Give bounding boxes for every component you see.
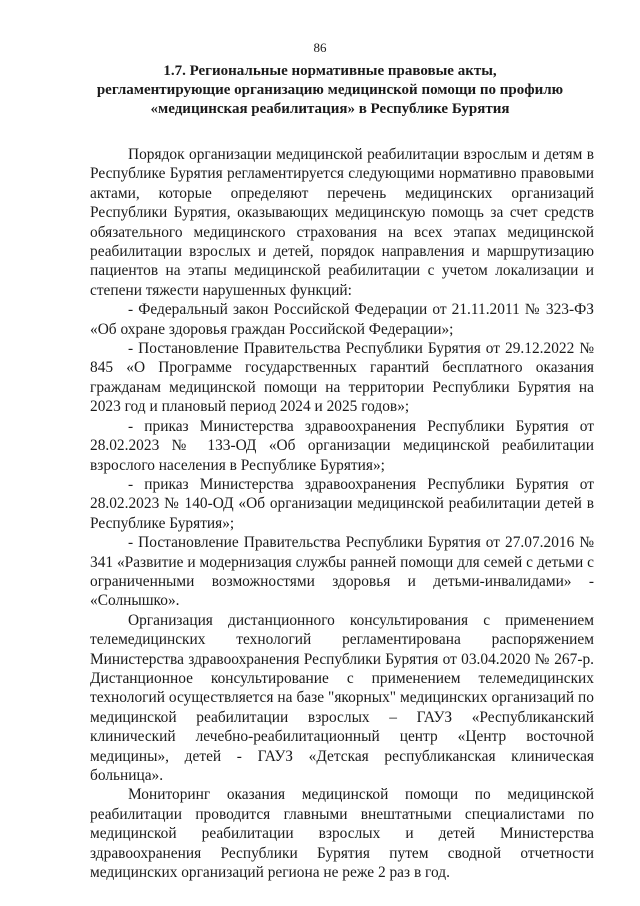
page-number: 86: [313, 40, 327, 55]
heading-line: 1.7. Региональные нормативные правовые акты,: [163, 63, 497, 79]
list-item-federal-law: - Федеральный закон Российской Федерации от 21.11.2011 № 323-ФЗ «Об охране здоровья граждан Российской Федерации»;: [90, 301, 594, 338]
telemedicine-paragraph: Организация дистанционного консультирования с применением телемедицинских технологий регламентирована распоряжением Министерства здравоохранения Республики Бурятия от 03.04.2020 № 267-р. Дистанционное консультирование с применением телемедицинских технологий осуществляется на базе "якорных" медицинских организаций по медицинской реабилитации взрослых – ГАУЗ «Республиканский клинический лечебно-реабилитационный центр «Центр восточной медицины», детей - ГАУЗ «Детская республиканская клиническая больница».: [90, 611, 594, 784]
monitoring-paragraph: Мониторинг оказания медицинской помощи по медицинской реабилитации проводится главными внештатными специалистами по медицинской реабилитации взрослых и детей Министерства здравоохранения Республики Бурятия путем сводной отчетности медицинских организаций региона не реже 2 раз в год.: [90, 786, 594, 882]
document-body: [90, 145, 594, 882]
heading-line: «медицинская реабилитация» в Республике Бурятия: [150, 101, 510, 117]
list-item-resolution-845: - Постановление Правительства Республики Бурятия от 29.12.2022 № 845 «О Программе государственных гарантий бесплатного оказания гражданам медицинской помощи на территории Республики Бурятия на 2023 год и плановый период 2024 и 2025 годов»;: [90, 340, 594, 416]
section-heading: [60, 62, 600, 119]
intro-paragraph: Порядок организации медицинской реабилитации взрослым и детям в Республике Бурятия регламентируется следующими нормативно правовыми актами, которые определяют перечень медицинских организаций Республики Бурятия, оказывающих медицинскую помощь за счет средств обязательного медицинского страхования на всех этапах медицинской реабилитации взрослых и детей, порядок направления и маршрутизацию пациентов на этапы медицинской реабилитации с учетом локализации и степени тяжести нарушенных функций:: [90, 146, 594, 299]
list-item-resolution-341: - Постановление Правительства Республики Бурятия от 27.07.2016 № 341 «Развитие и модернизация службы ранней помощи для семей с детьми с ограниченными возможностями здоровья и детьми-инвалидами» - «Солнышко».: [90, 534, 594, 610]
list-item-order-133: - приказ Министерства здравоохранения Республики Бурятия от 28.02.2023 № 133-ОД «Об организации медицинской реабилитации взрослого населения в Республике Бурятия»;: [90, 417, 594, 474]
heading-line: регламентирующие организацию медицинской помощи по профилю: [96, 82, 564, 98]
list-item-order-140: - приказ Министерства здравоохранения Республики Бурятия от 28.02.2023 № 140-ОД «Об организации медицинской реабилитации детей в Республике Бурятия»;: [90, 475, 594, 532]
